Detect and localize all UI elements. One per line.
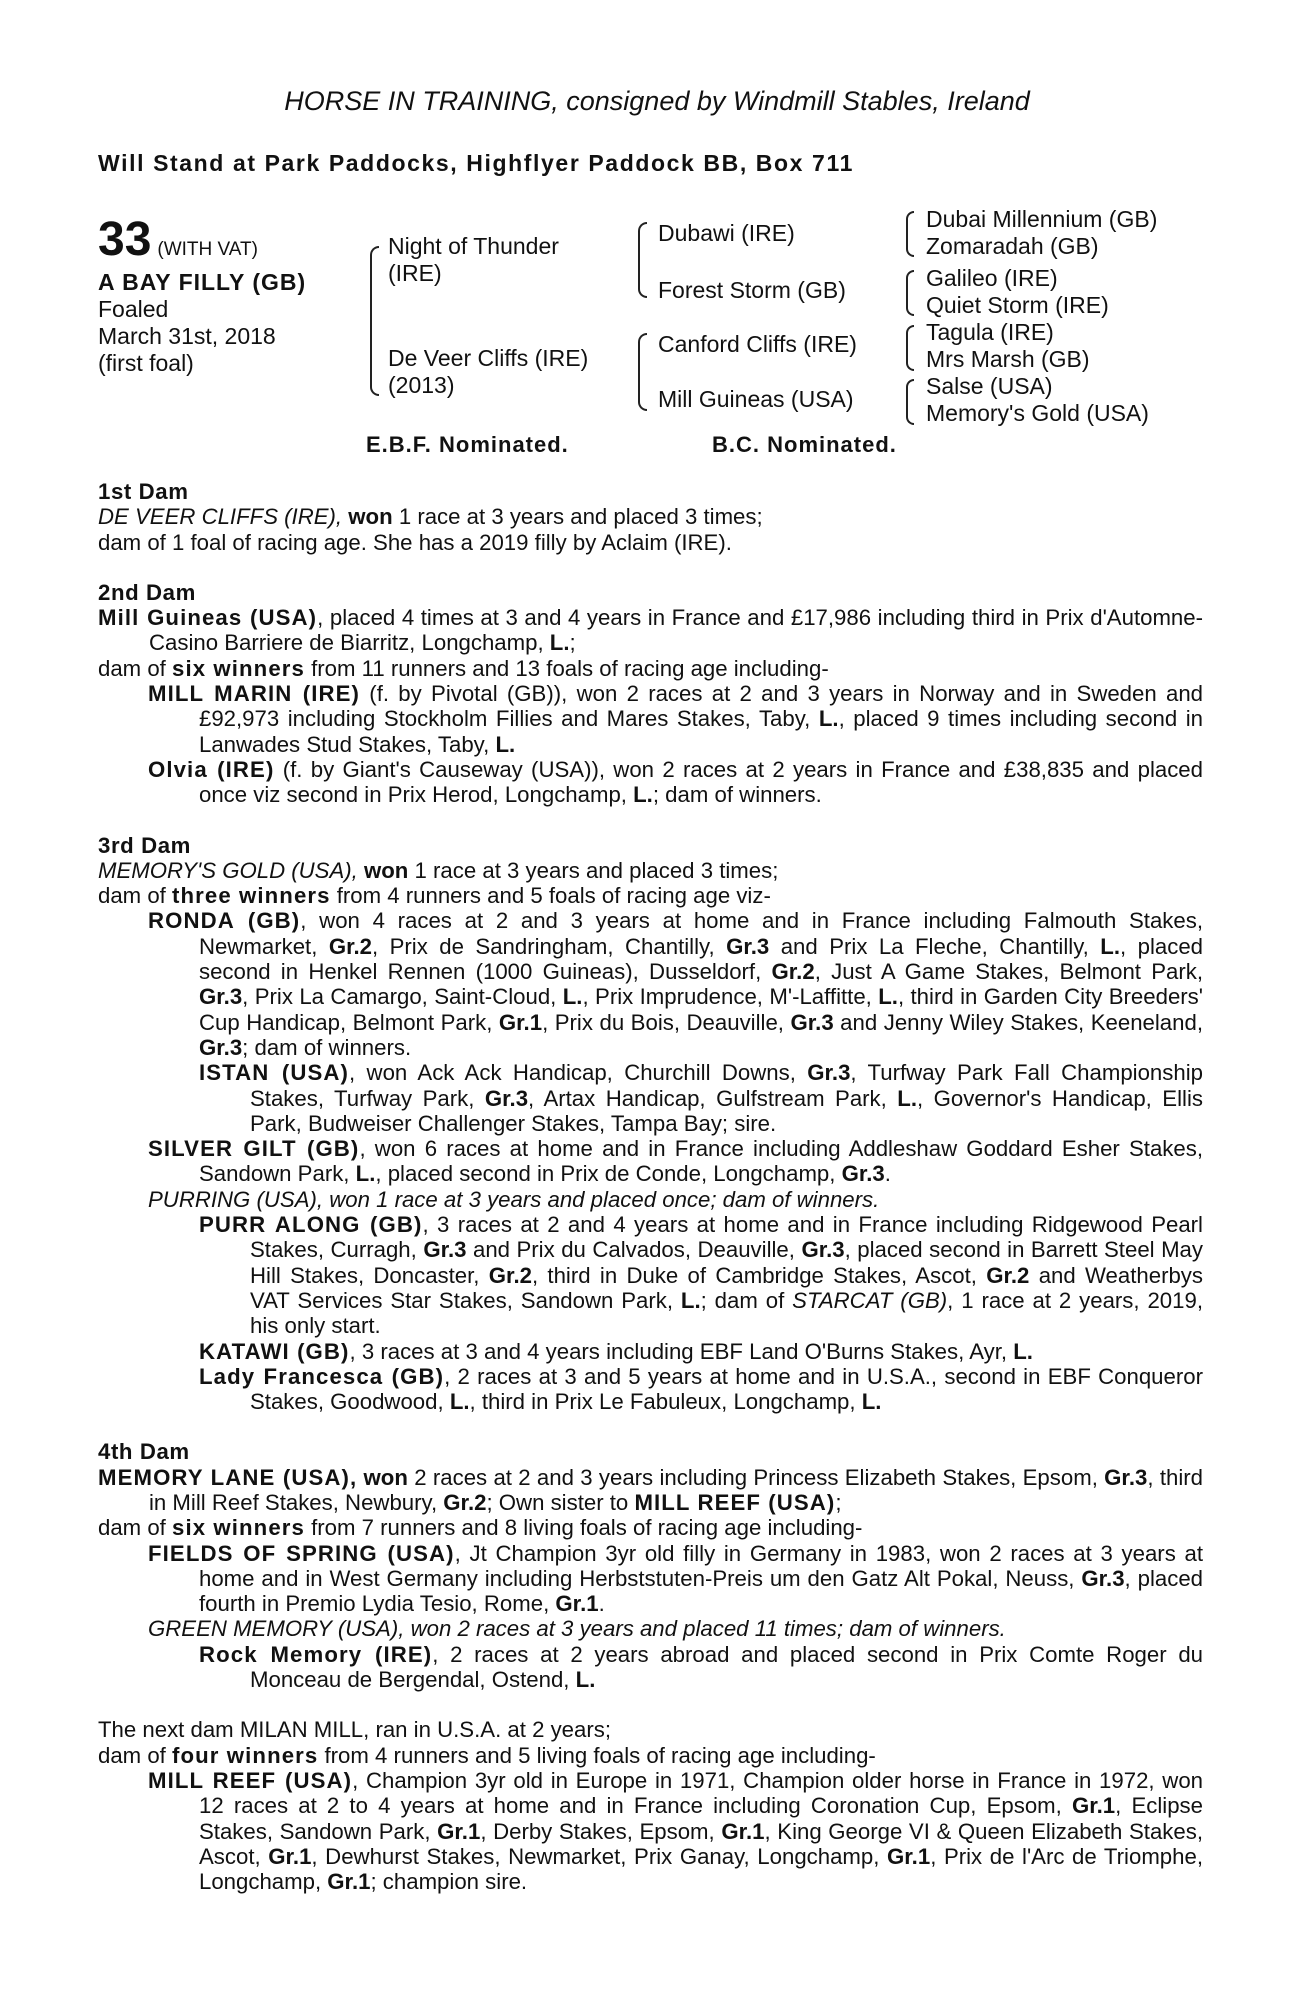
gg-1: Dubai Millennium (GB) <box>926 206 1158 232</box>
runner-mill-reef: MILL REEF (USA), Champion 3yr old in Europe in 1971, Champion older horse in France in 1972, won 12 races at 2 to 4 years at home and in France including Coronation Cup, Epsom, Gr.1, Eclipse Stakes, Sandown Park, Gr.1, Derby Stakes, Epsom, Gr.1, King George VI & Queen Elizabeth Stakes, Ascot, Gr.1, Dewhurst Stakes, Newmarket, Prix Ganay, Longchamp, Gr.1, Prix de l'Arc de Triomphe, Longchamp, Gr.1; champion sire. <box>148 1767 1203 1895</box>
catalogue-header: HORSE IN TRAINING, consigned by Windmill Stables, Ireland <box>284 86 1030 116</box>
pedigree-brace-sire <box>638 222 647 298</box>
runner-ronda: RONDA (GB), won 4 races at 2 and 3 years at home and in France including Falmouth Stakes, Newmarket, Gr.2, Prix de Sandringham, Chantilly, Gr.3 and Prix La Fleche, Chantilly, L., placed second in Henkel Rennen (1000 Guineas), Dusseldorf, Gr.2, Just A Game Stakes, Belmont Park, Gr.3, Prix La Camargo, Saint-Cloud, L., Prix Imprudence, M'-Laffitte, L., third in Garden City Breeders' Cup Handicap, Belmont Park, Gr.1, Prix du Bois, Deauville, Gr.3 and Jenny Wiley Stakes, Keeneland, Gr.3; dam of winners. <box>148 908 1204 1060</box>
venue-line: Will Stand at Park Paddocks, Highflyer Paddock BB, Box 711 <box>98 150 854 176</box>
runner-mill-marin: MILL MARIN (IRE) (f. by Pivotal (GB)), won 2 races at 2 and 3 years in Norway and in Sweden and £92,973 including Stockholm Fillies and Mares Stakes, Taby, L., placed 9 times including second in Lanwades Stud Stakes, Taby, L. <box>148 681 1204 757</box>
dam-dam: Mill Guineas (USA) <box>658 386 854 412</box>
brace-gg1 <box>906 211 914 257</box>
foaled-label: Foaled <box>98 296 169 322</box>
runner-olvia: Olvia (IRE) (f. by Giant's Causeway (USA)), won 2 races at 2 years in France and £38,835 and placed once viz second in Prix Herod, Longchamp, L.; dam of winners. <box>148 756 1203 808</box>
runner-katawi: KATAWI (GB), 3 races at 3 and 4 years including EBF Land O'Burns Stakes, Ayr, L. <box>199 1338 1033 1364</box>
gg-8: Memory's Gold (USA) <box>926 400 1149 426</box>
pedigree-brace-main <box>370 246 379 396</box>
pedigree-brace-dam <box>638 333 647 411</box>
lot-number: 33 <box>98 213 152 266</box>
dam1-line1: DE VEER CLIFFS (IRE), won 1 race at 3 years and placed 3 times; <box>98 504 763 530</box>
sire-name: Night of Thunder <box>388 233 559 259</box>
runner-silver-gilt: SILVER GILT (GB), won 6 races at home and in France including Addleshaw Goddard Esher Stakes, Sandown Park, L., placed second in Prix de Conde, Longchamp, Gr.3. <box>148 1136 1204 1187</box>
runner-istan: ISTAN (USA), won Ack Ack Handicap, Churchill Downs, Gr.3, Turfway Park Fall Championship Stakes, Turfway Park, Gr.3, Artax Handicap, Gulfstream Park, L., Governor's Handicap, Ellis Park, Budweiser Challenger Stakes, Tampa Bay; sire. <box>199 1060 1203 1136</box>
dam3-heading: 3rd Dam <box>98 832 191 858</box>
lot-name: A BAY FILLY (GB) <box>98 269 307 295</box>
dam2-produce: dam of six winners from 11 runners and 13 foals of racing age including- <box>98 655 829 681</box>
next-dam-line: The next dam MILAN MILL, ran in U.S.A. at 2 years; <box>98 1717 611 1743</box>
next-dam-produce: dam of four winners from 4 runners and 5 living foals of racing age including- <box>98 1742 876 1768</box>
runner-fields-of-spring: FIELDS OF SPRING (USA), Jt Champion 3yr old filly in Germany in 1983, won 2 races at 3 years at home and in West Germany including Herbststuten-Preis um den Gatz Alt Pokal, Neuss, Gr.3, placed fourth in Premio Lydia Tesio, Rome, Gr.1. <box>148 1540 1204 1617</box>
brace-gg4 <box>906 379 914 425</box>
bc-nominated: B.C. Nominated. <box>712 432 897 457</box>
ebf-nominated: E.B.F. Nominated. <box>366 432 569 457</box>
runner-lady-francesca: Lady Francesca (GB), 2 races at 3 and 5 years at home and in U.S.A., second in EBF Conqueror Stakes, Goodwood, L., third in Prix Le Fabuleux, Longchamp, L. <box>199 1363 1203 1415</box>
gg-6: Mrs Marsh (GB) <box>926 346 1090 372</box>
runner-rock-memory: Rock Memory (IRE), 2 races at 2 years abroad and placed second in Prix Comte Roger du Monceau de Bergendal, Ostend, L. <box>199 1641 1203 1693</box>
foal-note: (first foal) <box>98 350 194 376</box>
brace-gg3 <box>906 325 914 371</box>
dam2-record: Mill Guineas (USA), placed 4 times at 3 and 4 years in France and £17,986 including third in Prix d'Automne-Casino Barriere de Biarritz, Longchamp, L.; <box>98 605 1203 656</box>
gg-2: Zomaradah (GB) <box>926 233 1099 259</box>
dam4-produce: dam of six winners from 7 runners and 8 living foals of racing age including- <box>98 1515 863 1541</box>
dam-year: (2013) <box>388 372 455 398</box>
dam1-heading: 1st Dam <box>98 479 189 504</box>
runner-green-memory: GREEN MEMORY (USA), won 2 races at 3 years and placed 11 times; dam of winners. <box>148 1616 1006 1642</box>
dam2-heading: 2nd Dam <box>98 579 196 605</box>
dam4-heading: 4th Dam <box>98 1439 190 1465</box>
runner-purr-along: PURR ALONG (GB), 3 races at 2 and 4 years at home and in France including Ridgewood Pearl Stakes, Curragh, Gr.3 and Prix du Calvados, Deauville, Gr.3, placed second in Barrett Steel May Hill Stakes, Doncaster, Gr.2, third in Duke of Cambridge Stakes, Ascot, Gr.2 and Weatherbys VAT Services Star Stakes, Sandown Park, L.; dam of STARCAT (GB), 1 race at 2 years, 2019, his only start. <box>199 1212 1203 1339</box>
sire-sire: Dubawi (IRE) <box>658 220 795 246</box>
dam4-record: MEMORY LANE (USA), won 2 races at 2 and 3 years including Princess Elizabeth Stakes, Epsom, Gr.3, third in Mill Reef Stakes, Newbury, Gr.2; Own sister to MILL REEF (USA); <box>98 1464 1203 1515</box>
brace-gg2 <box>906 270 914 316</box>
foaled-date: March 31st, 2018 <box>98 323 276 349</box>
dam-sire: Canford Cliffs (IRE) <box>658 331 857 357</box>
dam3-line1: MEMORY'S GOLD (USA), won 1 race at 3 years and placed 3 times; <box>98 857 779 883</box>
gg-7: Salse (USA) <box>926 373 1053 399</box>
pedigree-notes <box>98 479 1203 1894</box>
gg-3: Galileo (IRE) <box>926 265 1058 291</box>
lot-block <box>98 212 306 377</box>
runner-purring: PURRING (USA), won 1 race at 3 years and placed once; dam of winners. <box>148 1186 880 1212</box>
sire-dam: Forest Storm (GB) <box>658 277 846 303</box>
dam3-produce: dam of three winners from 4 runners and 5 foals of racing age viz- <box>98 883 771 909</box>
dam1-line2: dam of 1 foal of racing age. She has a 2019 filly by Aclaim (IRE). <box>98 529 732 555</box>
dam-name: De Veer Cliffs (IRE) <box>388 345 589 371</box>
sire-country: (IRE) <box>388 260 442 286</box>
gg-5: Tagula (IRE) <box>926 319 1054 345</box>
gg-4: Quiet Storm (IRE) <box>926 292 1109 318</box>
vat-label: (WITH VAT) <box>157 239 258 260</box>
